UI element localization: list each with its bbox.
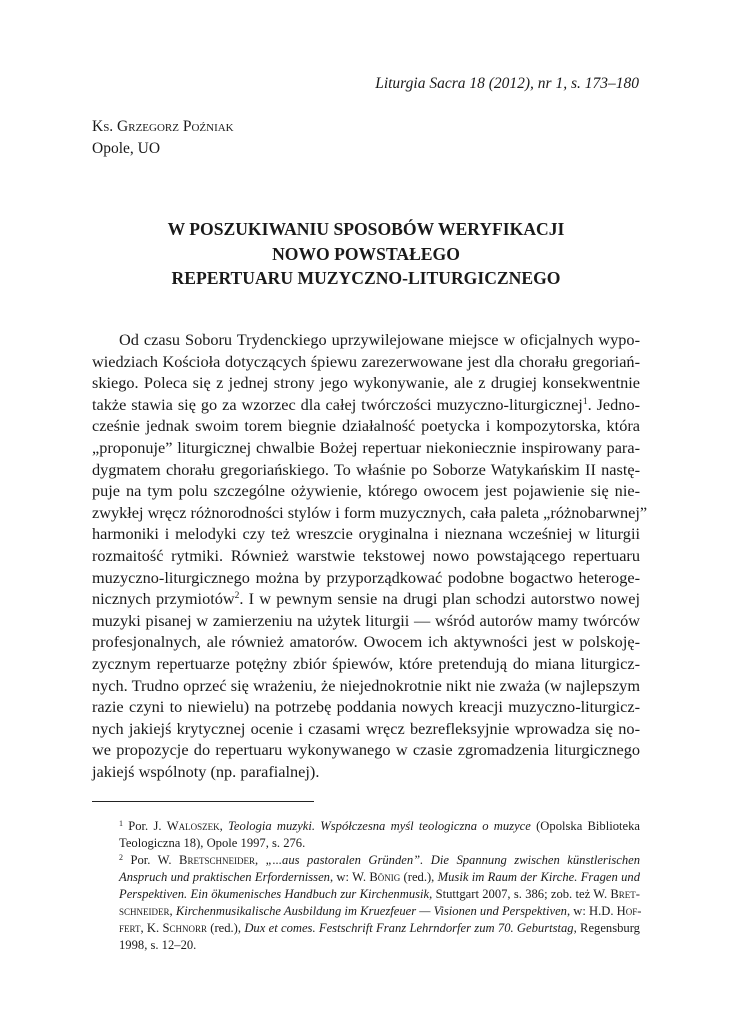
footnote-title: Kirchenmusikalische Ausbildung im Kruezfeuer — Visionen und Perspektiven xyxy=(175,904,567,918)
title-line: REPERTUARU MUZYCZNO-LITURGICZNEGO xyxy=(171,268,561,288)
body-paragraph xyxy=(92,329,648,782)
footnote-title: Anspruch und praktischen Erfordernissen xyxy=(119,870,330,884)
footnote-text: , w: H.D. xyxy=(566,904,617,918)
title-line: NOWO POWSTAŁEGO xyxy=(272,243,460,264)
footnote-text: (red.), xyxy=(400,870,438,884)
body-line: wiedziach Kościoła dotyczących śpiewu zarezerwowane jest dla chorału gregoriań- xyxy=(92,351,640,371)
body-line: harmoniki i melodyki czy też wreszcie oryginalna i nieznana wcześniej w liturgii xyxy=(92,524,640,544)
body-line: zwykłej wręcz różnorodności stylów i form muzycznych, cała paleta „różnobarwnej” xyxy=(92,502,648,522)
footnote-author: schneider xyxy=(119,904,170,918)
body-line xyxy=(92,588,640,610)
footnote-text: , xyxy=(169,904,176,918)
footnote-author: Bret- xyxy=(610,887,640,901)
footnote-text: , xyxy=(254,853,266,867)
title-line: W POSZUKIWANIU SPOSOBÓW WERYFIKACJI xyxy=(167,219,565,239)
body-line: puje na tym polu szczególne ożywienie, którego owocem jest pojawienie się nie- xyxy=(92,481,640,501)
footnote-1 xyxy=(92,818,640,835)
body-line: muzyczno-liturgicznego można by przyporządkować podobne bogactwo heteroge- xyxy=(92,567,640,587)
body-text: . I w pewnym sensie na drugi plan schodzi autorstwo nowej xyxy=(239,589,641,609)
body-line: we propozycje do repertuaru wykonywanego w czasie zgromadzenia liturgicznego xyxy=(92,740,640,760)
journal-citation: Liturgia Sacra 18 (2012), nr 1, s. 173–180 xyxy=(375,75,639,92)
author-block xyxy=(92,116,234,160)
body-line: profesjonalnych, ale również amatorów. Owocem ich aktywności jest w polskoję- xyxy=(92,632,640,652)
footnote-editor: Bönig xyxy=(369,870,401,884)
author-affiliation: Opole, UO xyxy=(92,140,161,157)
footnote-editor: Schnorr xyxy=(162,921,207,935)
body-line: zycznym repertuarze potężny zbiór śpiewów, które pretendują do miana liturgicz- xyxy=(92,653,640,673)
footnote-title: Dux et comes. Festschrift Franz Lehrndorfer zum 70. Geburtstag xyxy=(244,921,574,935)
footnote-2-cont xyxy=(92,886,640,903)
article-title xyxy=(92,217,640,291)
footnote-2-cont xyxy=(92,869,640,886)
footnote-number: 2 xyxy=(119,853,123,862)
footnote-text: (Opolska Biblioteka xyxy=(530,819,640,833)
body-line: jakiejś wspólnoty (np. parafialnej). xyxy=(92,761,320,781)
footnote-separator xyxy=(92,801,314,802)
body-line: nych jakiejś krytycznej ocenie i czasami wręcz bezrefleksyjnie wprowadza się no- xyxy=(92,718,640,738)
footnote-2-cont xyxy=(92,903,640,920)
footnote-text: , K. xyxy=(140,921,163,935)
footnote-text: , xyxy=(219,819,229,833)
author-name: Ks. Grzegorz Poźniak xyxy=(92,118,234,135)
footnote-1-cont: Teologiczna 18), Opole 1997, s. 276. xyxy=(119,836,306,850)
body-line xyxy=(92,394,640,416)
footnote-author: Bretschneider xyxy=(179,853,255,867)
body-text: . Jedno- xyxy=(587,394,641,414)
footnote-ref-1[interactable]: 1 xyxy=(582,396,588,407)
footnote-text: , Regensburg xyxy=(573,921,640,935)
body-line: rozmaitość rytmiki. Również warstwie tekstowej nowo powstającego repertuaru xyxy=(92,545,640,565)
footnote-title: Teologia muzyki. Współczesna myśl teologiczna o muzyce xyxy=(228,819,531,833)
footnote-2-cont: 1998, s. 12–20. xyxy=(119,938,197,952)
footnotes xyxy=(92,818,640,954)
body-text: także stawia się go za wzorzec dla całej twórczości muzyczno-liturgicznej xyxy=(92,394,583,414)
footnote-title: „...aus pastoralen Gründen”. Die Spannung zwischen künstlerischen xyxy=(265,853,641,867)
footnote-text: (red.), xyxy=(206,921,245,935)
footnote-text: Por. J. xyxy=(123,819,167,833)
footnote-text: , w: W. xyxy=(329,870,370,884)
footnote-2 xyxy=(92,852,640,869)
footnote-2-cont xyxy=(92,920,640,937)
body-line: muzyki pisanej w zamierzeniu na użytek liturgii — wśród autorów mamy twórców xyxy=(92,610,640,630)
body-line: Od czasu Soboru Trydenckiego uprzywilejowane miejsce w oficjalnych wypo- xyxy=(119,330,640,349)
footnote-number: 1 xyxy=(119,819,123,828)
footnote-text: , Stuttgart 2007, s. 386; zob. też W. xyxy=(429,887,611,901)
footnote-text: Por. W. xyxy=(123,853,180,867)
body-line: dygmatem chorału gregoriańskiego. To właśnie po Soborze Watykańskim II nastę- xyxy=(92,459,640,479)
body-line: nych. Trudno oprzeć się wrażeniu, że niejednokrotnie nikt nie zważa (w najlepszym xyxy=(92,675,640,695)
body-line: skiego. Poleca się z jednej strony jego wykonywanie, ale z drugiej konsekwentnie xyxy=(92,373,640,393)
footnote-editor: Hof- xyxy=(616,904,642,918)
body-line: razie czyni to niewielu) na potrzebę poddania nowych kreacji muzyczno-liturgicz- xyxy=(92,697,640,717)
footnote-editor: fert xyxy=(119,921,141,935)
body-text: nicznych przymiotów xyxy=(92,589,235,609)
footnote-title: Perspektiven. Ein ökumenisches Handbuch zur Kirchenmusik xyxy=(119,887,430,901)
footnote-ref-2[interactable]: 2 xyxy=(234,591,240,602)
footnote-title: Musik im Raum der Kirche. Fragen und xyxy=(437,870,641,884)
body-line: cześnie jednak swoim torem biegnie działalność poetycka i kompozytorska, która xyxy=(92,416,640,436)
footnote-author: Waloszek xyxy=(166,819,220,833)
body-line: „proponuje” liturgicznej chwalbie Bożej repertuar niekoniecznie inspirowany para- xyxy=(92,437,640,457)
